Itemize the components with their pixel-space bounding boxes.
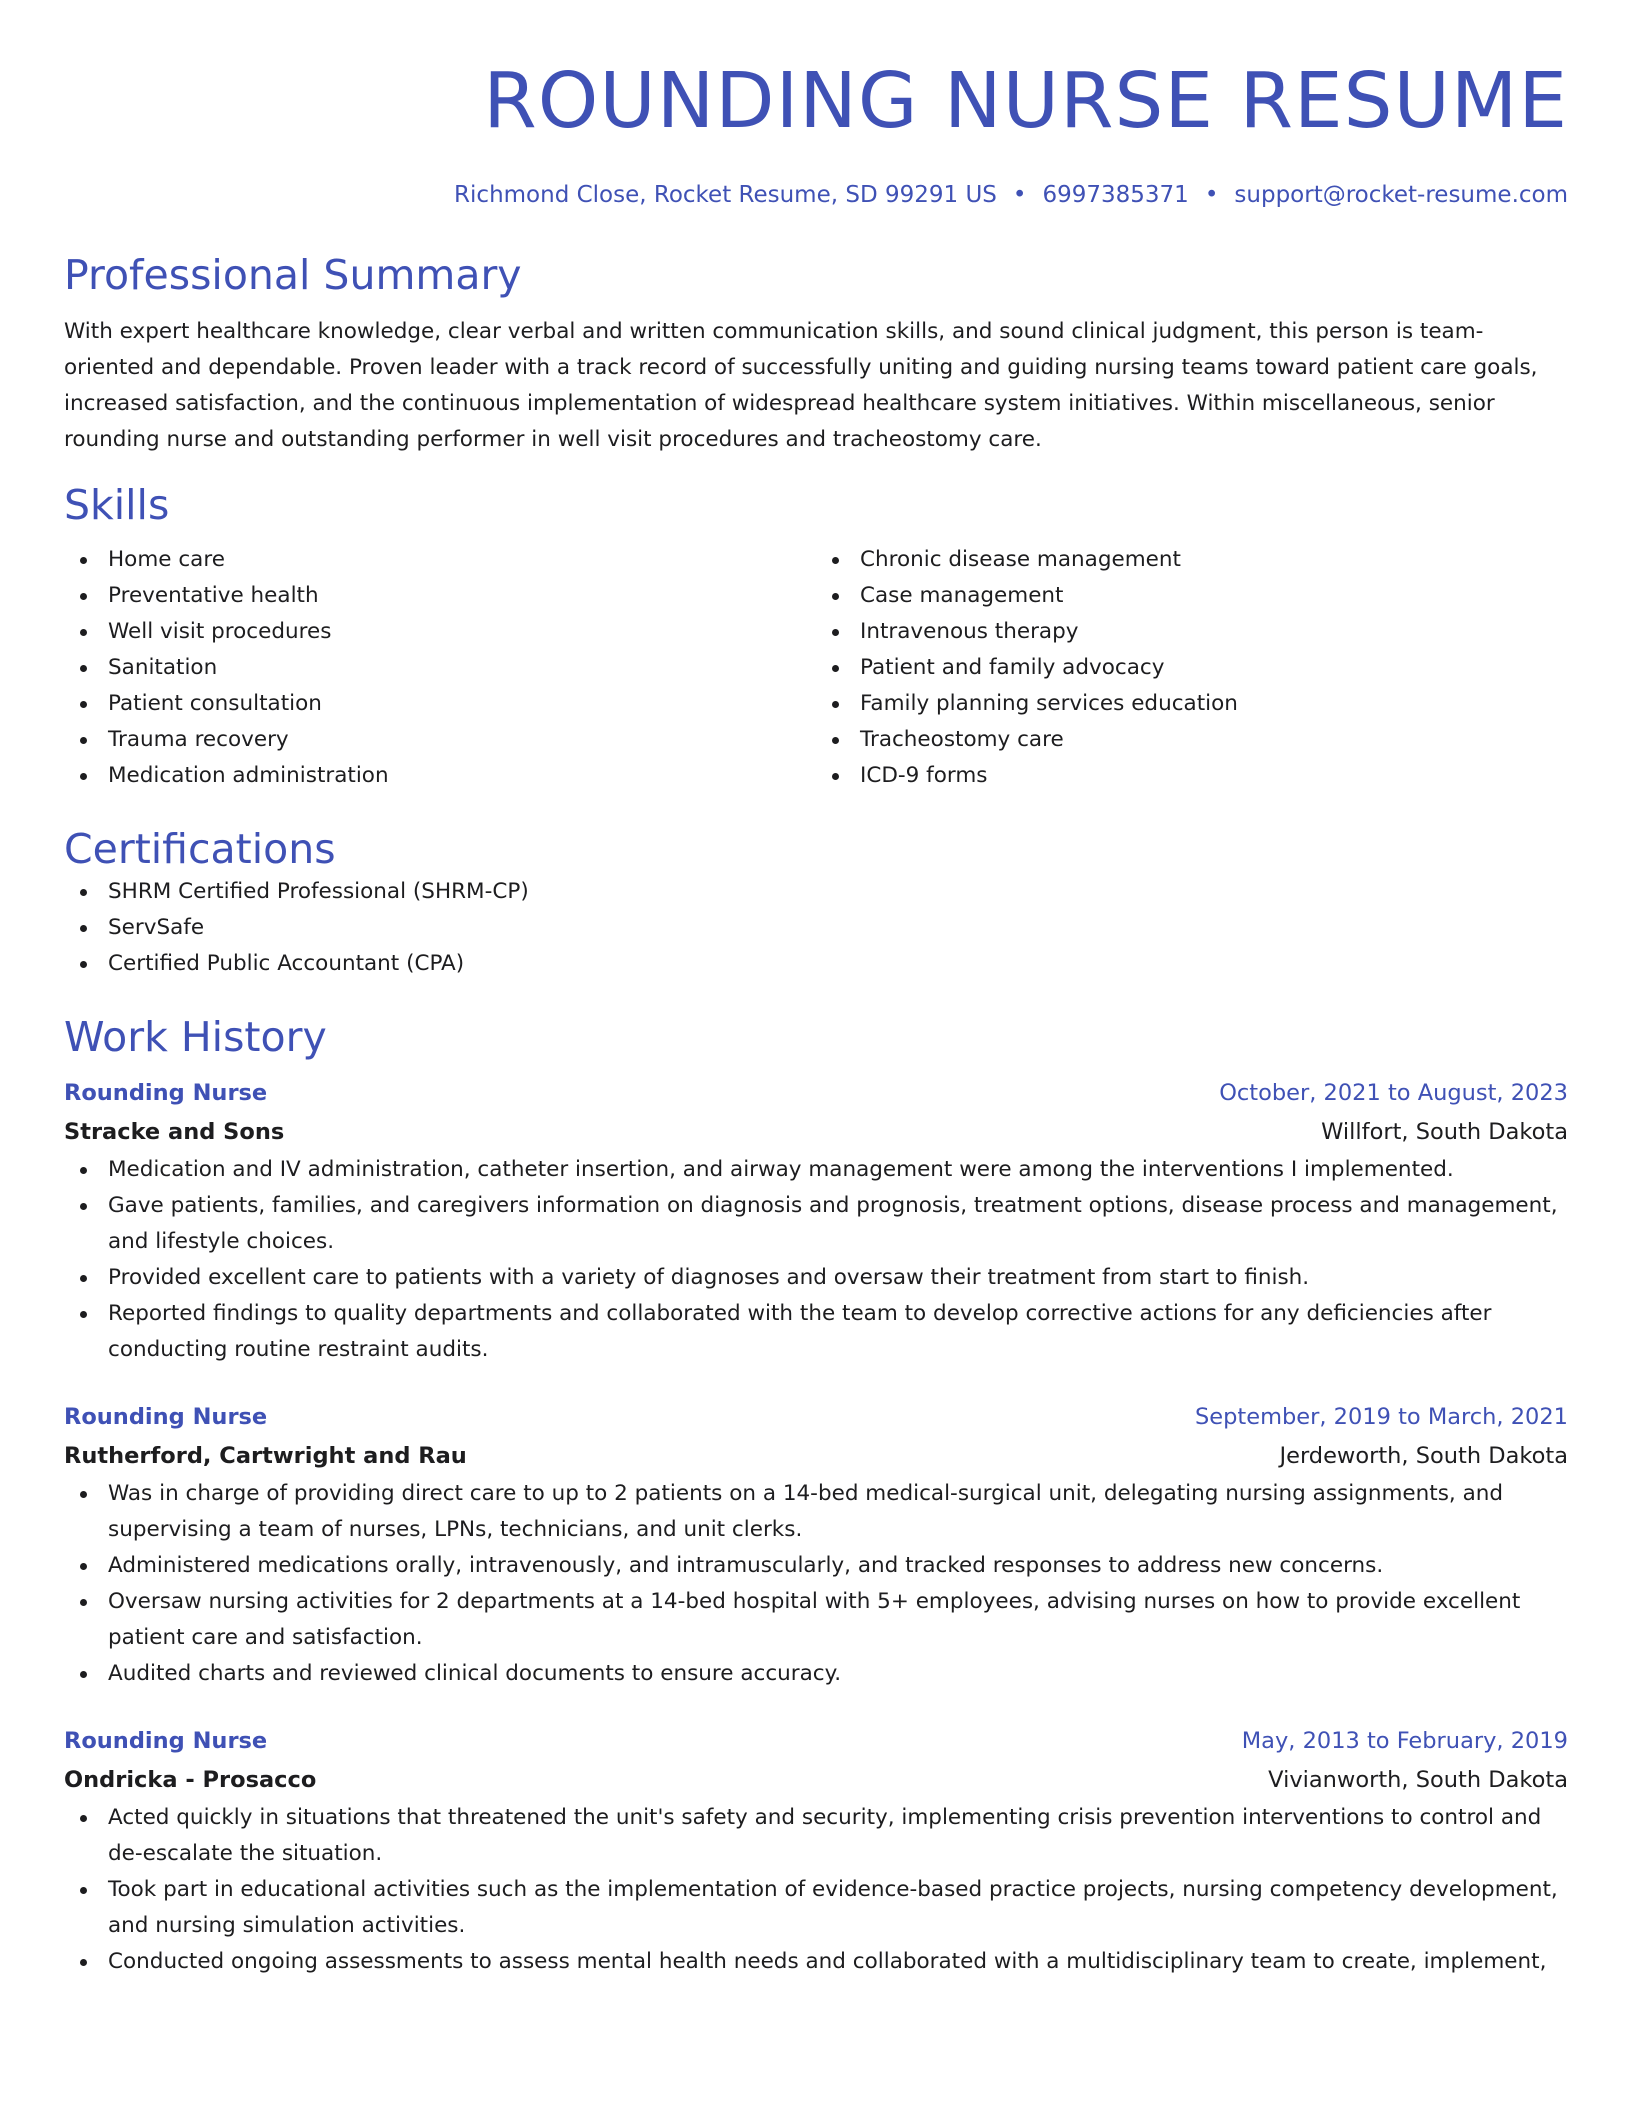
bullet-dot bbox=[80, 925, 87, 932]
bullet-dot bbox=[80, 1959, 87, 1966]
summary-text: With expert healthcare knowledge, clear verbal and written communication skills, and sound clinical judgment, this person is team-oriented and dependable. Proven leader with a track record of successfully uniting and guiding nursing teams toward patient care goals, increased satisfaction, and the continuous implementation of widespread healthcare system initiatives. Within miscellaneous, senior rounding nurse and outstanding performer in well visit procedures and tracheostomy care. bbox=[64, 319, 1538, 452]
job-bullet bbox=[64, 1548, 1568, 1584]
summary-section bbox=[64, 250, 1568, 458]
skill-label: Preventative health bbox=[108, 583, 319, 608]
certification-label: Certified Public Accountant (CPA) bbox=[108, 951, 465, 976]
skill-label: Tracheostomy care bbox=[860, 727, 1064, 752]
job-bullet-text: Audited charts and reviewed clinical documents to ensure accuracy. bbox=[108, 1661, 842, 1686]
bullet-dot bbox=[832, 557, 839, 564]
job-bullet-text: Gave patients, families, and caregivers information on diagnosis and prognosis, treatment options, disease process and management, and lifestyle choices. bbox=[108, 1193, 1558, 1254]
job-bullets bbox=[64, 1476, 1568, 1692]
bullet-dot bbox=[80, 889, 87, 896]
bullet-dot bbox=[80, 1203, 87, 1210]
skill-item bbox=[816, 722, 1568, 758]
job-entry bbox=[64, 1074, 1568, 1368]
work-history-heading: Work History bbox=[64, 1013, 327, 1061]
bullet-dot bbox=[80, 665, 87, 672]
resume-header bbox=[64, 0, 1568, 210]
bullet-dot bbox=[80, 701, 87, 708]
job-bullet bbox=[64, 1260, 1568, 1296]
certifications-list bbox=[64, 874, 1568, 982]
bullet-dot bbox=[80, 629, 87, 636]
skill-label: Trauma recovery bbox=[108, 727, 289, 752]
job-title-row bbox=[64, 1722, 1568, 1760]
bullet-dot bbox=[80, 961, 87, 968]
skill-label: Well visit procedures bbox=[108, 619, 332, 644]
job-bullet bbox=[64, 1188, 1568, 1260]
job-location: Vivianworth, South Dakota bbox=[1268, 1767, 1568, 1793]
bullet-dot bbox=[80, 1311, 87, 1318]
job-bullet-text: Oversaw nursing activities for 2 departments at a 14-bed hospital with 5+ employees, advising nurses on how to provide excellent patient care and satisfaction. bbox=[108, 1589, 1521, 1650]
bullet-dot bbox=[80, 1275, 87, 1282]
job-company: Ondricka - Prosacco bbox=[64, 1767, 317, 1793]
certification-item bbox=[64, 910, 1568, 946]
certifications-heading: Certifications bbox=[64, 825, 336, 873]
job-company-row bbox=[64, 1112, 1568, 1152]
skill-item bbox=[64, 650, 816, 686]
skill-label: Case management bbox=[860, 583, 1064, 608]
skills-columns bbox=[64, 542, 1568, 794]
skills-section bbox=[64, 480, 1568, 794]
contact-phone: 6997385371 bbox=[1042, 182, 1189, 208]
bullet-dot bbox=[80, 1167, 87, 1174]
bullet-dot bbox=[80, 1491, 87, 1498]
job-bullet bbox=[64, 1872, 1568, 1944]
contact-address: Richmond Close, Rocket Resume, SD 99291 US bbox=[454, 182, 997, 208]
certification-item bbox=[64, 874, 1568, 910]
skill-label: ICD-9 forms bbox=[860, 763, 988, 788]
skill-item bbox=[64, 542, 816, 578]
skill-label: Patient and family advocacy bbox=[860, 655, 1165, 680]
bullet-dot bbox=[80, 1815, 87, 1822]
job-bullet-text: Medication and IV administration, catheter insertion, and airway management were among the interventions I implemented. bbox=[108, 1157, 1454, 1182]
bullet-dot bbox=[80, 737, 87, 744]
job-location: Willfort, South Dakota bbox=[1321, 1119, 1568, 1145]
contact-email: support@rocket-resume.com bbox=[1234, 182, 1568, 208]
bullet-dot bbox=[832, 665, 839, 672]
skill-item bbox=[816, 650, 1568, 686]
skill-label: Intravenous therapy bbox=[860, 619, 1079, 644]
job-title-row bbox=[64, 1074, 1568, 1112]
skill-item bbox=[64, 686, 816, 722]
certification-item bbox=[64, 946, 1568, 982]
skill-label: Patient consultation bbox=[108, 691, 322, 716]
bullet-dot bbox=[832, 773, 839, 780]
job-bullet bbox=[64, 1476, 1568, 1548]
skill-item bbox=[816, 758, 1568, 794]
job-dates: September, 2019 to March, 2021 bbox=[1195, 1404, 1568, 1430]
skill-item bbox=[816, 686, 1568, 722]
job-location: Jerdeworth, South Dakota bbox=[1279, 1443, 1568, 1469]
job-bullet bbox=[64, 1584, 1568, 1656]
skills-list-right bbox=[816, 542, 1568, 794]
job-entry bbox=[64, 1722, 1568, 1980]
job-title: Rounding Nurse bbox=[64, 1404, 268, 1430]
bullet-dot bbox=[832, 737, 839, 744]
job-company-row bbox=[64, 1760, 1568, 1800]
job-bullet bbox=[64, 1800, 1568, 1872]
job-bullet bbox=[64, 1656, 1568, 1692]
job-company: Stracke and Sons bbox=[64, 1119, 285, 1145]
summary-heading: Professional Summary bbox=[64, 251, 522, 299]
job-bullets bbox=[64, 1800, 1568, 1980]
skill-item bbox=[64, 614, 816, 650]
bullet-dot bbox=[80, 773, 87, 780]
bullet-dot bbox=[832, 629, 839, 636]
skill-label: Chronic disease management bbox=[860, 547, 1181, 572]
job-bullet bbox=[64, 1944, 1568, 1980]
skill-label: Family planning services education bbox=[860, 691, 1238, 716]
job-bullet-text: Provided excellent care to patients with a variety of diagnoses and oversaw their treatment from start to finish. bbox=[108, 1265, 1310, 1290]
job-title-row bbox=[64, 1398, 1568, 1436]
job-bullet-text: Acted quickly in situations that threatened the unit's safety and security, implementing crisis prevention interventions to control and de-escalate the situation. bbox=[108, 1805, 1542, 1866]
contact-line bbox=[64, 180, 1568, 210]
skill-item bbox=[64, 578, 816, 614]
bullet-dot bbox=[80, 1563, 87, 1570]
job-bullet-text: Took part in educational activities such as the implementation of evidence-based practice projects, nursing competency development, and nursing simulation activities. bbox=[108, 1877, 1558, 1938]
resume-name: ROUNDING NURSE RESUME bbox=[483, 57, 1568, 146]
bullet-dot bbox=[832, 701, 839, 708]
job-title: Rounding Nurse bbox=[64, 1080, 268, 1106]
job-bullet-text: Conducted ongoing assessments to assess mental health needs and collaborated with a multidisciplinary team to create, implement, bbox=[108, 1949, 1547, 1974]
job-entry bbox=[64, 1398, 1568, 1692]
certification-label: ServSafe bbox=[108, 915, 205, 940]
skill-item bbox=[816, 614, 1568, 650]
bullet-dot bbox=[80, 593, 87, 600]
job-dates: May, 2013 to February, 2019 bbox=[1241, 1728, 1568, 1754]
skill-label: Medication administration bbox=[108, 763, 389, 788]
bullet-dot bbox=[832, 593, 839, 600]
job-company-row bbox=[64, 1436, 1568, 1476]
certification-label: SHRM Certified Professional (SHRM-CP) bbox=[108, 879, 529, 904]
job-title: Rounding Nurse bbox=[64, 1728, 268, 1754]
skill-item bbox=[64, 758, 816, 794]
job-bullets bbox=[64, 1152, 1568, 1368]
job-bullet-text: Reported findings to quality departments and collaborated with the team to develop corrective actions for any deficiencies after conducting routine restraint audits. bbox=[108, 1301, 1492, 1362]
certifications-section bbox=[64, 824, 1568, 982]
bullet-dot bbox=[80, 1671, 87, 1678]
skills-list-left bbox=[64, 542, 816, 794]
job-company: Rutherford, Cartwright and Rau bbox=[64, 1443, 467, 1469]
job-bullet-text: Administered medications orally, intravenously, and intramuscularly, and tracked responses to address new concerns. bbox=[108, 1553, 1384, 1578]
skill-item bbox=[816, 542, 1568, 578]
bullet-dot bbox=[80, 1599, 87, 1606]
work-history-section bbox=[64, 1012, 1568, 1980]
job-bullet bbox=[64, 1296, 1568, 1368]
job-dates: October, 2021 to August, 2023 bbox=[1219, 1080, 1568, 1106]
skill-label: Home care bbox=[108, 547, 225, 572]
skill-item bbox=[816, 578, 1568, 614]
job-bullet-text: Was in charge of providing direct care to up to 2 patients on a 14-bed medical-surgical unit, delegating nursing assignments, and supervising a team of nurses, LPNs, technicians, and unit clerks. bbox=[108, 1481, 1504, 1542]
contact-separator: • bbox=[1012, 182, 1027, 208]
bullet-dot bbox=[80, 557, 87, 564]
skill-item bbox=[64, 722, 816, 758]
skills-heading: Skills bbox=[64, 481, 170, 529]
job-bullet bbox=[64, 1152, 1568, 1188]
contact-separator: • bbox=[1204, 182, 1219, 208]
bullet-dot bbox=[80, 1887, 87, 1894]
skill-label: Sanitation bbox=[108, 655, 218, 680]
